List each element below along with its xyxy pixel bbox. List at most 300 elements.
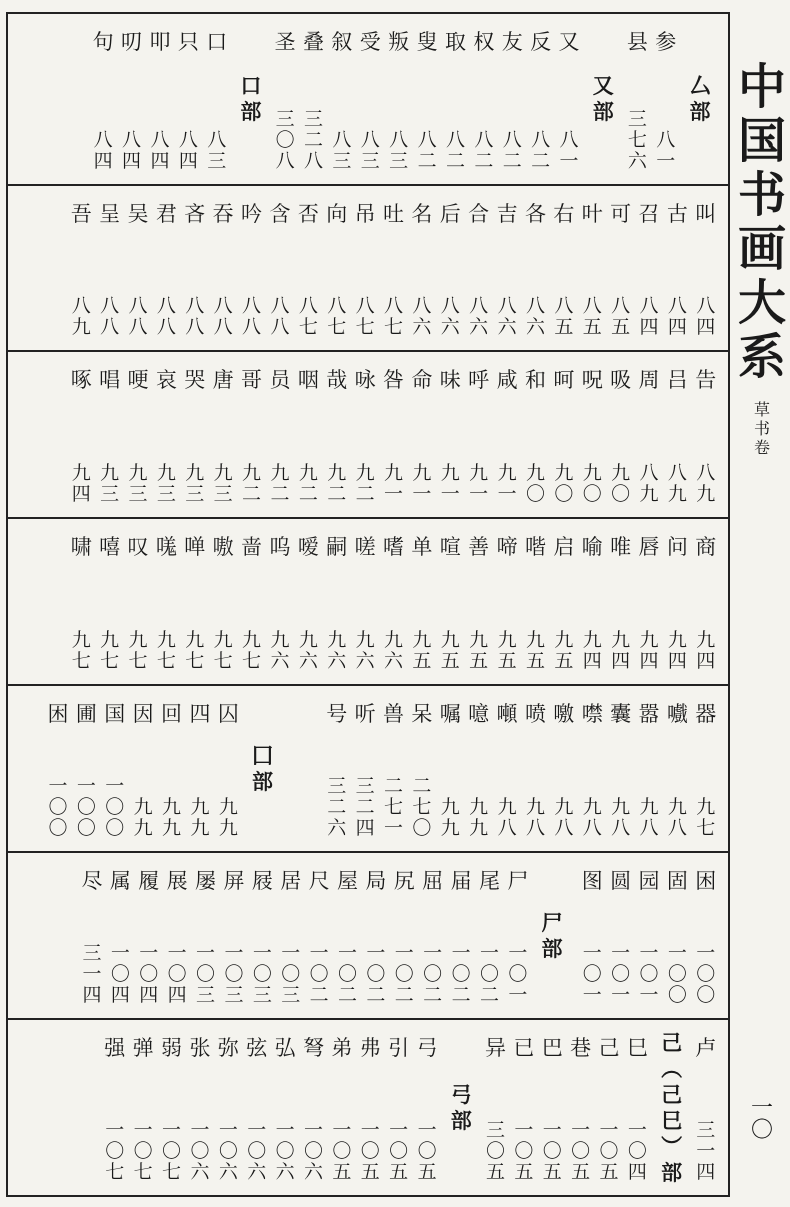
radical-char: 厶 bbox=[689, 73, 711, 98]
index-entry[interactable] bbox=[663, 853, 691, 1018]
index-entry[interactable] bbox=[493, 686, 521, 851]
page-digit: 〇 bbox=[167, 963, 187, 985]
index-entry[interactable] bbox=[351, 186, 379, 350]
index-entry[interactable] bbox=[379, 352, 407, 517]
page-digit: 九 bbox=[497, 629, 517, 651]
index-entry[interactable] bbox=[271, 14, 299, 184]
index-entry[interactable] bbox=[384, 1020, 412, 1195]
index-entry[interactable] bbox=[692, 352, 720, 517]
index-entry[interactable] bbox=[510, 1020, 538, 1195]
index-entry[interactable] bbox=[595, 1020, 623, 1195]
entry-character: 履 bbox=[138, 869, 160, 893]
index-entry[interactable] bbox=[351, 686, 379, 851]
index-entry[interactable] bbox=[635, 519, 663, 684]
index-entry[interactable] bbox=[692, 853, 720, 1018]
index-entry[interactable] bbox=[237, 352, 265, 517]
page-digit: 〇 bbox=[360, 1140, 380, 1162]
page-digit: 九 bbox=[469, 817, 489, 839]
index-entry[interactable] bbox=[209, 186, 237, 350]
index-entry[interactable] bbox=[277, 853, 305, 1018]
entry-character: 喻 bbox=[581, 535, 603, 559]
index-entry[interactable] bbox=[481, 1020, 509, 1195]
entry-page-number bbox=[611, 463, 630, 505]
entry-page-number bbox=[139, 943, 158, 1006]
radical-char: 部 bbox=[252, 768, 274, 794]
page-digit: 〇 bbox=[275, 129, 295, 151]
page-digit: 八 bbox=[667, 462, 687, 484]
index-entry[interactable] bbox=[436, 686, 464, 851]
index-entry[interactable] bbox=[663, 352, 691, 517]
index-entry[interactable] bbox=[493, 186, 521, 350]
index-entry[interactable] bbox=[408, 352, 436, 517]
page-digit: 二 bbox=[474, 150, 494, 172]
entry-page-number bbox=[82, 943, 101, 1006]
index-entry[interactable] bbox=[390, 853, 418, 1018]
index-entry[interactable] bbox=[379, 686, 407, 851]
page-digit: 一 bbox=[469, 483, 489, 505]
entry-character: 呈 bbox=[99, 202, 121, 226]
index-entry[interactable] bbox=[294, 352, 322, 517]
index-entry[interactable] bbox=[578, 686, 606, 851]
page-digit: 三 bbox=[82, 942, 102, 964]
page-digit: 九 bbox=[469, 629, 489, 651]
index-entry[interactable] bbox=[157, 1020, 185, 1195]
index-entry[interactable] bbox=[186, 1020, 214, 1195]
entry-page-number bbox=[111, 943, 130, 1006]
index-entry[interactable] bbox=[408, 186, 436, 350]
page-digit: 〇 bbox=[304, 1140, 324, 1162]
index-entry[interactable] bbox=[635, 853, 663, 1018]
entry-page-number bbox=[656, 130, 675, 172]
page-digit: 九 bbox=[497, 796, 517, 818]
index-entry[interactable] bbox=[550, 686, 578, 851]
entry-character: 反 bbox=[530, 30, 552, 54]
index-entry[interactable] bbox=[566, 1020, 594, 1195]
index-entry[interactable] bbox=[237, 186, 265, 350]
index-entry[interactable] bbox=[67, 352, 95, 517]
index-entry[interactable] bbox=[351, 519, 379, 684]
page-digit: 二 bbox=[502, 150, 522, 172]
entry-character: 句 bbox=[92, 30, 114, 54]
index-entry[interactable] bbox=[124, 519, 152, 684]
index-entry[interactable] bbox=[214, 1020, 242, 1195]
index-entry[interactable] bbox=[555, 14, 583, 184]
page-digit: 五 bbox=[440, 650, 460, 672]
index-entry[interactable] bbox=[606, 352, 634, 517]
index-entry[interactable] bbox=[550, 186, 578, 350]
entry-character: 巳 bbox=[626, 1036, 648, 1060]
page-digit: 七 bbox=[355, 316, 375, 338]
index-entry[interactable] bbox=[606, 853, 634, 1018]
page-digit: 九 bbox=[242, 629, 262, 651]
index-entry[interactable] bbox=[362, 853, 390, 1018]
index-entry[interactable] bbox=[181, 186, 209, 350]
page-digit: 五 bbox=[412, 650, 432, 672]
radical-char: 弓 bbox=[450, 1081, 472, 1107]
page-digit: 七 bbox=[185, 650, 205, 672]
index-entry[interactable] bbox=[464, 686, 492, 851]
index-entry[interactable] bbox=[157, 686, 185, 851]
page-digit: 八 bbox=[445, 129, 465, 151]
entry-page-number bbox=[128, 463, 147, 505]
index-entry[interactable] bbox=[323, 352, 351, 517]
index-entry[interactable] bbox=[550, 519, 578, 684]
entry-character: 囊 bbox=[610, 702, 632, 726]
page-digit: 九 bbox=[162, 796, 182, 818]
index-entry[interactable] bbox=[266, 352, 294, 517]
page-digit: 二 bbox=[412, 775, 432, 797]
page-digit: 七 bbox=[412, 796, 432, 818]
index-entry[interactable] bbox=[623, 14, 651, 184]
index-entry[interactable] bbox=[44, 686, 72, 851]
page-digit: 八 bbox=[185, 316, 205, 338]
index-entry[interactable] bbox=[470, 14, 498, 184]
index-entry[interactable] bbox=[606, 686, 634, 851]
index-section bbox=[6, 186, 730, 350]
index-entry[interactable] bbox=[243, 1020, 271, 1195]
index-entry[interactable] bbox=[408, 519, 436, 684]
index-entry[interactable] bbox=[299, 1020, 327, 1195]
page-digit: 〇 bbox=[76, 796, 96, 818]
page-digit: 一 bbox=[82, 963, 102, 985]
index-entry[interactable] bbox=[95, 186, 123, 350]
index-entry[interactable] bbox=[191, 853, 219, 1018]
page-digit: 三 bbox=[327, 775, 347, 797]
page-digit: 九 bbox=[327, 629, 347, 651]
index-entry[interactable] bbox=[328, 1020, 356, 1195]
entry-character: 君 bbox=[155, 202, 177, 226]
index-entry[interactable] bbox=[550, 352, 578, 517]
entry-character: 卢 bbox=[695, 1036, 717, 1060]
index-entry[interactable] bbox=[266, 519, 294, 684]
entry-page-number bbox=[554, 630, 573, 672]
entry-page-number bbox=[310, 943, 329, 1006]
page-digit: 〇 bbox=[696, 963, 716, 985]
index-entry[interactable] bbox=[101, 686, 129, 851]
page-digit: 八 bbox=[667, 817, 687, 839]
page-digit: 〇 bbox=[309, 963, 329, 985]
entry-page-number bbox=[214, 463, 233, 505]
entry-character: 圆 bbox=[610, 869, 632, 893]
page-digit: 一 bbox=[412, 483, 432, 505]
index-entry[interactable] bbox=[101, 1020, 129, 1195]
entry-page-number bbox=[423, 943, 442, 1006]
page-digit: 九 bbox=[133, 817, 153, 839]
entry-page-number bbox=[100, 630, 119, 672]
index-entry[interactable] bbox=[351, 352, 379, 517]
page-digit: 〇 bbox=[252, 963, 272, 985]
index-entry[interactable] bbox=[692, 519, 720, 684]
index-entry[interactable] bbox=[146, 14, 174, 184]
index-entry[interactable] bbox=[299, 14, 327, 184]
page-digit: 九 bbox=[71, 462, 91, 484]
index-entry[interactable] bbox=[323, 686, 351, 851]
index-entry[interactable] bbox=[152, 352, 180, 517]
entry-page-number bbox=[583, 463, 602, 505]
index-entry[interactable] bbox=[578, 519, 606, 684]
page-digit: 八 bbox=[656, 129, 676, 151]
entry-page-number bbox=[571, 1120, 590, 1183]
page-digit: 八 bbox=[554, 295, 574, 317]
entry-page-number bbox=[446, 130, 465, 172]
index-entry[interactable] bbox=[692, 686, 720, 851]
index-entry[interactable] bbox=[606, 186, 634, 350]
index-entry[interactable] bbox=[526, 14, 554, 184]
entry-page-number bbox=[441, 463, 460, 505]
index-entry[interactable] bbox=[333, 853, 361, 1018]
index-entry[interactable] bbox=[635, 686, 663, 851]
index-entry[interactable] bbox=[129, 686, 157, 851]
index-entry[interactable] bbox=[163, 853, 191, 1018]
entry-character: 噤 bbox=[581, 702, 603, 726]
entry-page-number bbox=[356, 776, 375, 839]
index-entry[interactable] bbox=[209, 519, 237, 684]
page-digit: 四 bbox=[667, 650, 687, 672]
page-digit: 三 bbox=[389, 150, 409, 172]
entry-page-number bbox=[668, 630, 687, 672]
index-entry[interactable] bbox=[408, 686, 436, 851]
index-entry[interactable] bbox=[129, 1020, 157, 1195]
entry-page-number bbox=[696, 1120, 715, 1183]
index-entry[interactable] bbox=[174, 14, 202, 184]
index-entry[interactable] bbox=[436, 352, 464, 517]
page-digit: 一 bbox=[479, 942, 499, 964]
entry-character: 口 bbox=[206, 30, 228, 54]
index-entry[interactable] bbox=[493, 519, 521, 684]
page-digit: 一 bbox=[423, 942, 443, 964]
page-digit: 八 bbox=[582, 295, 602, 317]
page-digit: 三 bbox=[252, 984, 272, 1006]
index-entry[interactable] bbox=[379, 186, 407, 350]
entry-page-number bbox=[498, 463, 517, 505]
index-entry[interactable] bbox=[464, 352, 492, 517]
entry-character: 咏 bbox=[354, 368, 376, 392]
index-section bbox=[6, 14, 730, 184]
page-digit: 八 bbox=[639, 462, 659, 484]
page-digit: 九 bbox=[162, 817, 182, 839]
index-entry[interactable] bbox=[504, 853, 532, 1018]
entry-page-number bbox=[356, 630, 375, 672]
page-digit: 九 bbox=[190, 796, 210, 818]
index-entry[interactable] bbox=[436, 186, 464, 350]
page-digit: 二 bbox=[355, 483, 375, 505]
page-digit: 〇 bbox=[275, 1140, 295, 1162]
entry-character: 屏 bbox=[223, 869, 245, 893]
index-entry[interactable] bbox=[203, 14, 231, 184]
index-entry[interactable] bbox=[538, 1020, 566, 1195]
index-entry[interactable] bbox=[498, 14, 526, 184]
entry-page-number bbox=[668, 797, 687, 839]
page-digit: 一 bbox=[394, 942, 414, 964]
entry-page-number bbox=[526, 463, 545, 505]
page-digit: 三 bbox=[332, 150, 352, 172]
index-entry[interactable] bbox=[72, 686, 100, 851]
page-digit: 七 bbox=[133, 1161, 153, 1183]
page-digit: 〇 bbox=[525, 483, 545, 505]
radical-char: ︵ bbox=[661, 1055, 683, 1081]
index-entry[interactable] bbox=[323, 186, 351, 350]
index-entry[interactable] bbox=[475, 853, 503, 1018]
page-digit: 五 bbox=[332, 1161, 352, 1183]
index-entry[interactable] bbox=[464, 519, 492, 684]
index-entry[interactable] bbox=[186, 686, 214, 851]
entry-character: 弦 bbox=[246, 1036, 268, 1060]
index-entry[interactable] bbox=[663, 186, 691, 350]
entry-character: 啸 bbox=[70, 535, 92, 559]
entry-character: 叛 bbox=[388, 30, 410, 54]
index-entry[interactable] bbox=[418, 853, 446, 1018]
index-entry[interactable] bbox=[578, 186, 606, 350]
index-entry[interactable] bbox=[493, 352, 521, 517]
page-digit: 一 bbox=[309, 942, 329, 964]
index-entry[interactable] bbox=[663, 519, 691, 684]
page-digit: 八 bbox=[384, 295, 404, 317]
index-entry[interactable] bbox=[413, 1020, 441, 1195]
page-digit: 〇 bbox=[247, 1140, 267, 1162]
entry-page-number bbox=[696, 943, 715, 1006]
index-entry[interactable] bbox=[521, 352, 549, 517]
page-digit: 一 bbox=[247, 1119, 267, 1141]
index-entry[interactable] bbox=[124, 186, 152, 350]
index-entry[interactable] bbox=[95, 352, 123, 517]
index-entry[interactable] bbox=[447, 853, 475, 1018]
index-entry[interactable] bbox=[135, 853, 163, 1018]
index-entry[interactable] bbox=[436, 519, 464, 684]
page-digit: 四 bbox=[110, 984, 130, 1006]
page-digit: 六 bbox=[327, 650, 347, 672]
index-entry[interactable] bbox=[635, 186, 663, 350]
index-entry[interactable] bbox=[578, 352, 606, 517]
page-digit: 九 bbox=[639, 629, 659, 651]
page-digit: 六 bbox=[298, 650, 318, 672]
entry-character: 嗷 bbox=[212, 535, 234, 559]
index-entry[interactable] bbox=[220, 853, 248, 1018]
index-entry[interactable] bbox=[294, 186, 322, 350]
entry-character: 嚣 bbox=[638, 702, 660, 726]
index-entry[interactable] bbox=[635, 352, 663, 517]
page-digit: 八 bbox=[417, 129, 437, 151]
index-entry[interactable] bbox=[214, 686, 242, 851]
index-entry[interactable] bbox=[652, 14, 680, 184]
index-entry[interactable] bbox=[117, 14, 145, 184]
radical-heading bbox=[231, 14, 271, 184]
page-digit: 四 bbox=[696, 316, 716, 338]
index-entry[interactable] bbox=[294, 519, 322, 684]
index-entry[interactable] bbox=[384, 14, 412, 184]
entry-page-number bbox=[441, 797, 460, 839]
index-entry[interactable] bbox=[328, 14, 356, 184]
index-entry[interactable] bbox=[379, 519, 407, 684]
page-digit: 〇 bbox=[110, 963, 130, 985]
page-digit: 一 bbox=[105, 1119, 125, 1141]
entry-page-number bbox=[332, 130, 351, 172]
entry-page-number bbox=[486, 1120, 505, 1183]
index-entry[interactable] bbox=[152, 186, 180, 350]
index-entry[interactable] bbox=[181, 519, 209, 684]
index-entry[interactable] bbox=[78, 853, 106, 1018]
spacer bbox=[283, 686, 323, 851]
entry-character: 弗 bbox=[359, 1036, 381, 1060]
page-digit: 九 bbox=[412, 629, 432, 651]
index-entry[interactable] bbox=[441, 14, 469, 184]
entry-character: 囚 bbox=[217, 702, 239, 726]
page-digit: 三 bbox=[696, 1119, 716, 1141]
page-digit: 三 bbox=[355, 775, 375, 797]
index-entry[interactable] bbox=[521, 519, 549, 684]
page-digit: 八 bbox=[213, 295, 233, 317]
index-entry[interactable] bbox=[623, 1020, 651, 1195]
page-digit: 〇 bbox=[582, 963, 602, 985]
index-entry[interactable] bbox=[209, 352, 237, 517]
index-entry[interactable] bbox=[67, 186, 95, 350]
entry-page-number bbox=[389, 1120, 408, 1183]
index-entry[interactable] bbox=[152, 519, 180, 684]
page-digit: 九 bbox=[218, 796, 238, 818]
index-entry[interactable] bbox=[323, 519, 351, 684]
page-digit: 一 bbox=[611, 942, 631, 964]
index-entry[interactable] bbox=[356, 14, 384, 184]
page-digit: 七 bbox=[384, 796, 404, 818]
index-entry[interactable] bbox=[305, 853, 333, 1018]
index-entry[interactable] bbox=[124, 352, 152, 517]
index-entry[interactable] bbox=[464, 186, 492, 350]
index-entry[interactable] bbox=[356, 1020, 384, 1195]
entry-page-number bbox=[508, 943, 527, 1006]
entry-character: 嘻 bbox=[99, 535, 121, 559]
entry-page-number bbox=[190, 1120, 209, 1183]
page-digit: 一 bbox=[389, 1119, 409, 1141]
index-entry[interactable] bbox=[692, 186, 720, 350]
entry-page-number bbox=[242, 296, 261, 338]
index-entry[interactable] bbox=[266, 186, 294, 350]
index-entry[interactable] bbox=[237, 519, 265, 684]
page-digit: 〇 bbox=[417, 1140, 437, 1162]
page-digit: 二 bbox=[304, 129, 324, 151]
entry-character: 四 bbox=[189, 702, 211, 726]
index-entry[interactable] bbox=[248, 853, 276, 1018]
page-digit: 六 bbox=[469, 316, 489, 338]
entry-character: 员 bbox=[269, 368, 291, 392]
page-digit: 二 bbox=[338, 984, 358, 1006]
page-digit: 九 bbox=[185, 629, 205, 651]
index-entry[interactable] bbox=[521, 686, 549, 851]
index-entry[interactable] bbox=[95, 519, 123, 684]
page-digit: 一 bbox=[332, 1119, 352, 1141]
entry-character: 吐 bbox=[383, 202, 404, 226]
index-entry[interactable] bbox=[578, 853, 606, 1018]
index-entry[interactable] bbox=[413, 14, 441, 184]
index-entry[interactable] bbox=[521, 186, 549, 350]
page-digit: 九 bbox=[355, 629, 375, 651]
page-digit: 九 bbox=[440, 796, 460, 818]
entry-character: 启 bbox=[553, 535, 575, 559]
index-entry[interactable] bbox=[106, 853, 134, 1018]
entry-page-number bbox=[332, 1120, 351, 1183]
entry-character: 只 bbox=[177, 30, 199, 54]
page-digit: 九 bbox=[525, 462, 545, 484]
page-digit: 九 bbox=[298, 629, 318, 651]
index-section bbox=[6, 853, 730, 1018]
index-entry[interactable] bbox=[271, 1020, 299, 1195]
index-entry[interactable] bbox=[89, 14, 117, 184]
entry-page-number bbox=[611, 797, 630, 839]
index-entry[interactable] bbox=[606, 519, 634, 684]
index-entry[interactable] bbox=[692, 1020, 720, 1195]
index-entry[interactable] bbox=[67, 519, 95, 684]
index-entry[interactable] bbox=[181, 352, 209, 517]
page-digit: 七 bbox=[162, 1161, 182, 1183]
index-entry[interactable] bbox=[663, 686, 691, 851]
